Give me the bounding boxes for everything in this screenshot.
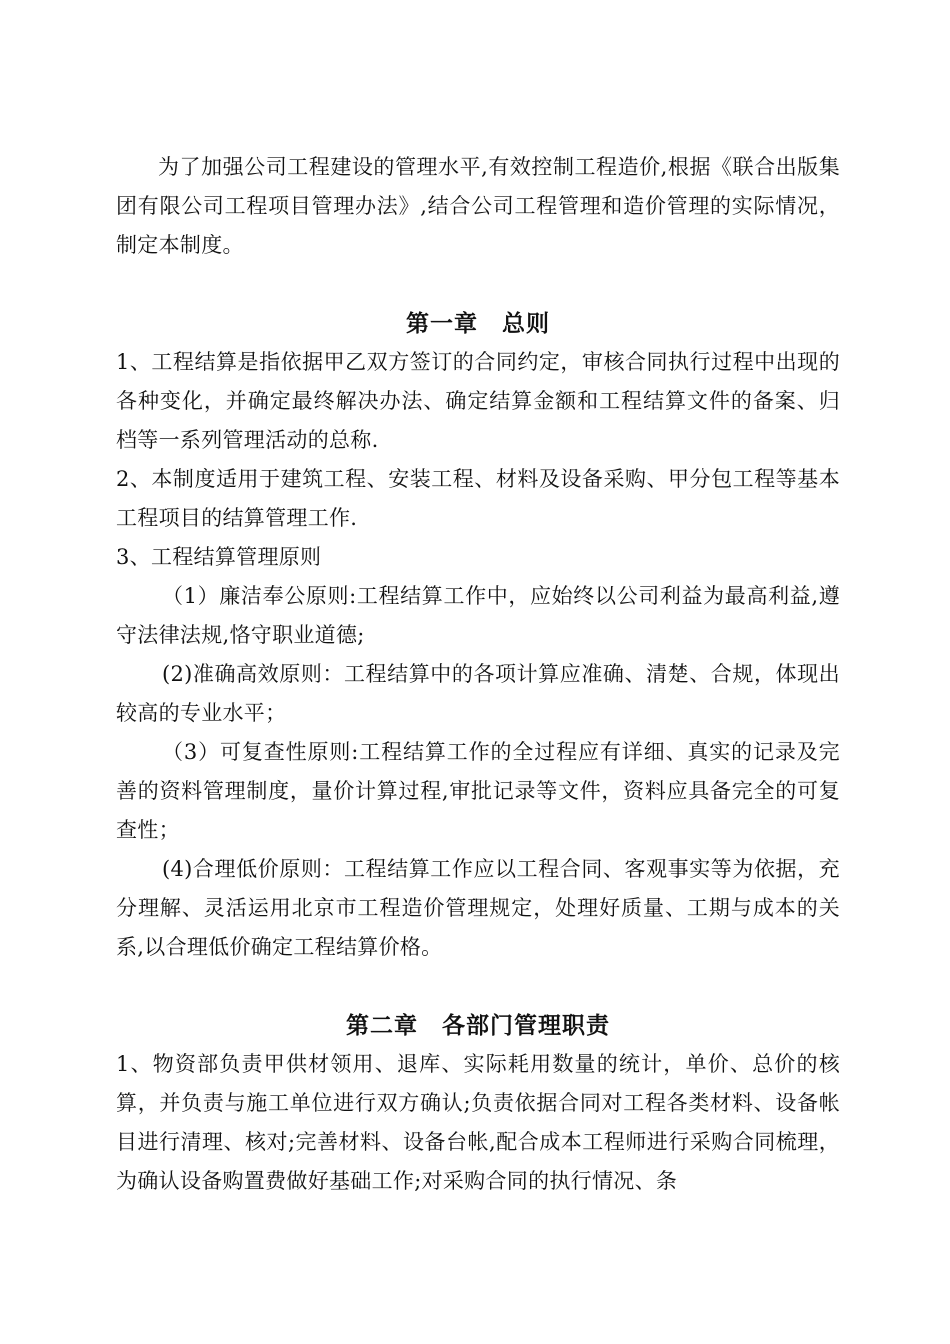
chapter-1-item-1: 1、工程结算是指依据甲乙双方签订的合同约定，审核合同执行过程中出现的各种变化，并确定最终解决办法、确定结算金额和工程结算文件的备案、归档等一系列管理活动的总称. — [116, 350, 840, 452]
document-body — [116, 148, 840, 1201]
chapter-2-heading: 第二章 各部门管理职责 — [346, 1012, 610, 1039]
chapter-1-item-3: 3、工程结算管理原则 — [116, 545, 322, 569]
principle-1: （1）廉洁奉公原则:工程结算工作中，应始终以公司利益为最高利益,遵守法律法规,恪守职业道德; — [116, 584, 840, 647]
intro-paragraph: 为了加强公司工程建设的管理水平,有效控制工程造价,根据《联合出版集团有限公司工程项目管理办法》,结合公司工程管理和造价管理的实际情况，制定本制度。 — [116, 155, 840, 257]
principle-4: (4)合理低价原则：工程结算工作应以工程合同、客观事实等为依据，充分理解、灵活运用北京市工程造价管理规定，处理好质量、工期与成本的关系,以合理低价确定工程结算价格。 — [116, 857, 840, 959]
chapter-1-heading: 第一章 总则 — [406, 310, 550, 337]
chapter-1-item-2: 2、本制度适用于建筑工程、安装工程、材料及设备采购、甲分包工程等基本工程项目的结算管理工作. — [116, 467, 840, 530]
principle-3: （3）可复查性原则:工程结算工作的全过程应有详细、真实的记录及完善的资料管理制度，量价计算过程,审批记录等文件，资料应具备完全的可复查性； — [116, 740, 840, 842]
chapter-2-item-1: 1、物资部负责甲供材领用、退库、实际耗用数量的统计，单价、总价的核算，并负责与施工单位进行双方确认;负责依据合同对工程各类材料、设备帐目进行清理、核对;完善材料、设备台帐,配合成本工程师进行采购合同梳理，为确认设备购置费做好基础工作;对采购合同的执行情况、条 — [116, 1052, 840, 1193]
principle-2: (2)准确高效原则：工程结算中的各项计算应准确、清楚、合规，体现出较高的专业水平； — [116, 662, 840, 725]
